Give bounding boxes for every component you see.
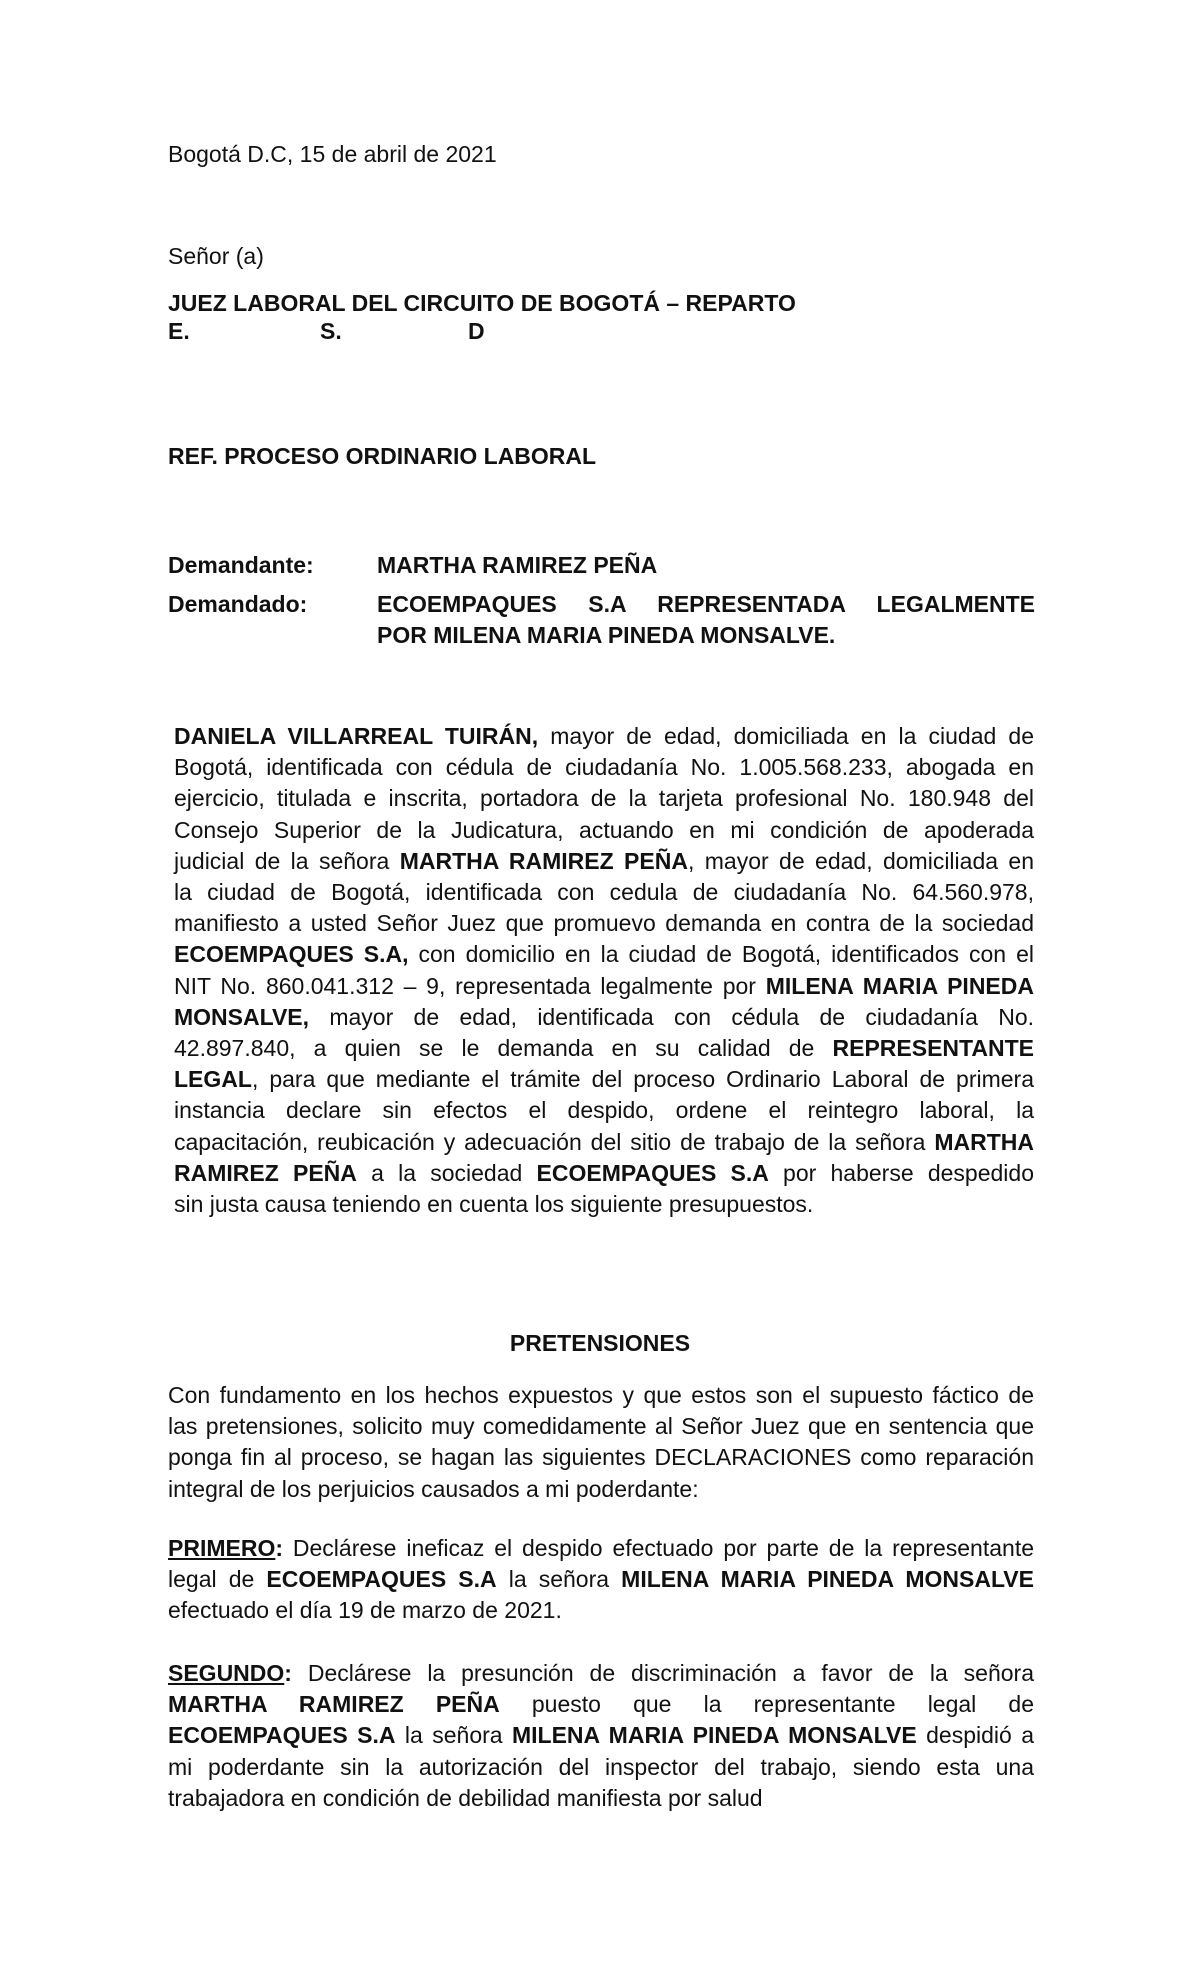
addressee: JUEZ LABORAL DEL CIRCUITO DE BOGOTÁ – REPARTO: [168, 290, 796, 316]
text-run: la ciudad de Bogotá, identificada con cedula de ciudadanía No. 64.560.978,: [174, 879, 1034, 906]
esd-s: S.: [320, 318, 342, 344]
text-run: efectuado el día 19 de marzo de 2021.: [168, 1597, 562, 1624]
section-title: PRETENSIONES: [509, 1330, 691, 1356]
text-run: integral de los perjuicios causados a mi poderdante:: [168, 1475, 699, 1502]
text-line: [168, 1380, 1034, 1411]
text-run: a la sociedad: [356, 1159, 537, 1186]
text-run: las pretensiones, solicito muy comedidamente al Señor Juez que en sentencia que: [168, 1413, 1034, 1440]
text-line: [174, 1189, 1034, 1220]
text-run: Con fundamento en los hechos expuestos y que estos son el supuesto fáctico de: [168, 1382, 1034, 1408]
bold-text: :: [275, 1535, 284, 1561]
text-line: [174, 1127, 1034, 1158]
text-run: Consejo Superior de la Judicatura, actuando en mi condición de apoderada: [174, 816, 1034, 843]
text-run: NIT No. 860.041.312 – 9, representada legalmente por: [174, 972, 766, 999]
text-run: , mayor de edad, domiciliada en: [687, 847, 1035, 874]
text-line: [174, 846, 1034, 877]
text-line: [168, 1564, 1034, 1595]
bold-text: SEGUNDO: [168, 1660, 285, 1686]
bold-text: MONSALVE,: [174, 1003, 310, 1030]
text-run: con domicilio en la ciudad de Bogotá, identificados con el: [408, 941, 1034, 968]
text-line: [174, 971, 1034, 1002]
salutation: Señor (a): [168, 243, 264, 269]
defendant-value-line2: POR MILENA MARIA PINEDA MONSALVE.: [377, 622, 836, 648]
defendant-label: Demandado:: [168, 591, 308, 617]
text-run: trabajadora en condición de debilidad manifiesta por salud: [168, 1784, 763, 1811]
text-line: [174, 721, 1034, 752]
text-line: [174, 815, 1034, 846]
text-line: [168, 1658, 1034, 1689]
text-line: [174, 752, 1034, 783]
text-line: [174, 1095, 1034, 1126]
text-line: [168, 1720, 1034, 1751]
text-run: , para que mediante el trámite del proceso Ordinario Laboral de primera: [251, 1066, 1034, 1093]
text-line: [174, 908, 1034, 939]
bold-text: MARTHA RAMIREZ PEÑA: [399, 847, 688, 874]
bold-text: :: [284, 1660, 292, 1686]
bold-text: MILENA MARIA PINEDA: [765, 972, 1034, 999]
text-line: [168, 1689, 1034, 1720]
bold-text: DANIELA VILLARREAL TUIRÁN,: [174, 723, 539, 749]
text-run: mayor de edad, identificada con cédula de ciudadanía No.: [309, 1003, 1034, 1030]
text-run: por haberse despedido: [768, 1159, 1034, 1186]
bold-text: MILENA MARIA PINEDA MONSALVE: [511, 1722, 917, 1749]
reference-line: REF. PROCESO ORDINARIO LABORAL: [168, 443, 597, 469]
text-line: [174, 877, 1034, 908]
esd-d: D: [468, 318, 485, 344]
text-line: [174, 939, 1034, 970]
text-line: [168, 1783, 1034, 1814]
text-run: Bogotá, identificada con cédula de ciudadanía No. 1.005.568.233, abogada en: [174, 754, 1034, 781]
esd-e: E.: [168, 318, 190, 344]
bold-text: RAMIREZ PEÑA: [174, 1159, 357, 1186]
text-run: 42.897.840, a quien se le demanda en su calidad de: [174, 1035, 833, 1062]
text-line: [174, 783, 1034, 814]
text-run: legal de: [168, 1566, 267, 1593]
bold-text: ECOEMPAQUES S.A: [168, 1722, 396, 1749]
text-line: [168, 1442, 1034, 1473]
text-run: ejercicio, titulada e inscrita, portadora de la tarjeta profesional No. 180.948 del: [174, 785, 1034, 812]
text-line: [174, 1158, 1034, 1189]
text-run: despidió a: [916, 1722, 1035, 1749]
bold-text: MARTHA: [934, 1128, 1034, 1155]
plaintiff-value: MARTHA RAMIREZ PEÑA: [377, 552, 658, 578]
text-line: [168, 1595, 1034, 1626]
bold-text: PRIMERO: [168, 1535, 276, 1561]
segundo-paragraph: [168, 1658, 1034, 1814]
text-run: Declárese la presunción de discriminación a favor de la señora: [291, 1660, 1034, 1686]
text-line: [168, 1474, 1034, 1505]
bold-text: ECOEMPAQUES S.A: [266, 1566, 497, 1593]
intro-paragraph: [174, 721, 1034, 1220]
text-run: sin justa causa teniendo en cuenta los siguiente presupuestos.: [174, 1191, 814, 1218]
text-line: [174, 1002, 1034, 1033]
text-line: [174, 1033, 1034, 1064]
bold-text: LEGAL: [174, 1066, 252, 1093]
text-run: ponga fin al proceso, se hagan las siguientes DECLARACIONES como reparación: [168, 1444, 1034, 1471]
text-run: judicial de la señora: [174, 847, 400, 874]
text-run: la señora: [395, 1722, 512, 1749]
bold-text: REPRESENTANTE: [832, 1035, 1034, 1062]
bold-text: MARTHA RAMIREZ PEÑA: [168, 1691, 500, 1718]
text-run: puesto que la representante legal de: [499, 1691, 1035, 1718]
text-run: capacitación, reubicación y adecuación del sitio de trabajo de la señora: [174, 1128, 935, 1155]
letter-date: Bogotá D.C, 15 de abril de 2021: [168, 141, 497, 167]
text-line: [168, 1533, 1034, 1564]
bold-text: ECOEMPAQUES S.A: [536, 1159, 769, 1186]
primero-paragraph: [168, 1533, 1034, 1627]
bold-text: MILENA MARIA PINEDA MONSALVE: [621, 1566, 1034, 1593]
text-line: [174, 1064, 1034, 1095]
plaintiff-label: Demandante:: [168, 552, 314, 578]
text-run: Declárese ineficaz el despido efectuado por parte de la representante: [283, 1535, 1034, 1561]
text-run: mi poderdante sin la autorización del inspector del trabajo, siendo esta una: [168, 1753, 1034, 1780]
pretensiones-intro: [168, 1380, 1034, 1505]
text-line: [168, 1411, 1034, 1442]
defendant-value-line1: ECOEMPAQUES S.A REPRESENTADA LEGALMENTE: [377, 591, 1035, 617]
text-run: manifiesto a usted Señor Juez que promuevo demanda en contra de la sociedad: [174, 910, 1034, 937]
bold-text: ECOEMPAQUES S.A,: [174, 941, 409, 968]
text-run: mayor de edad, domiciliada en la ciudad de: [538, 723, 1034, 749]
text-line: [168, 1752, 1034, 1783]
text-run: instancia declare sin efectos el despido, ordene el reintegro laboral, la: [174, 1097, 1034, 1124]
text-run: la señora: [496, 1566, 622, 1593]
